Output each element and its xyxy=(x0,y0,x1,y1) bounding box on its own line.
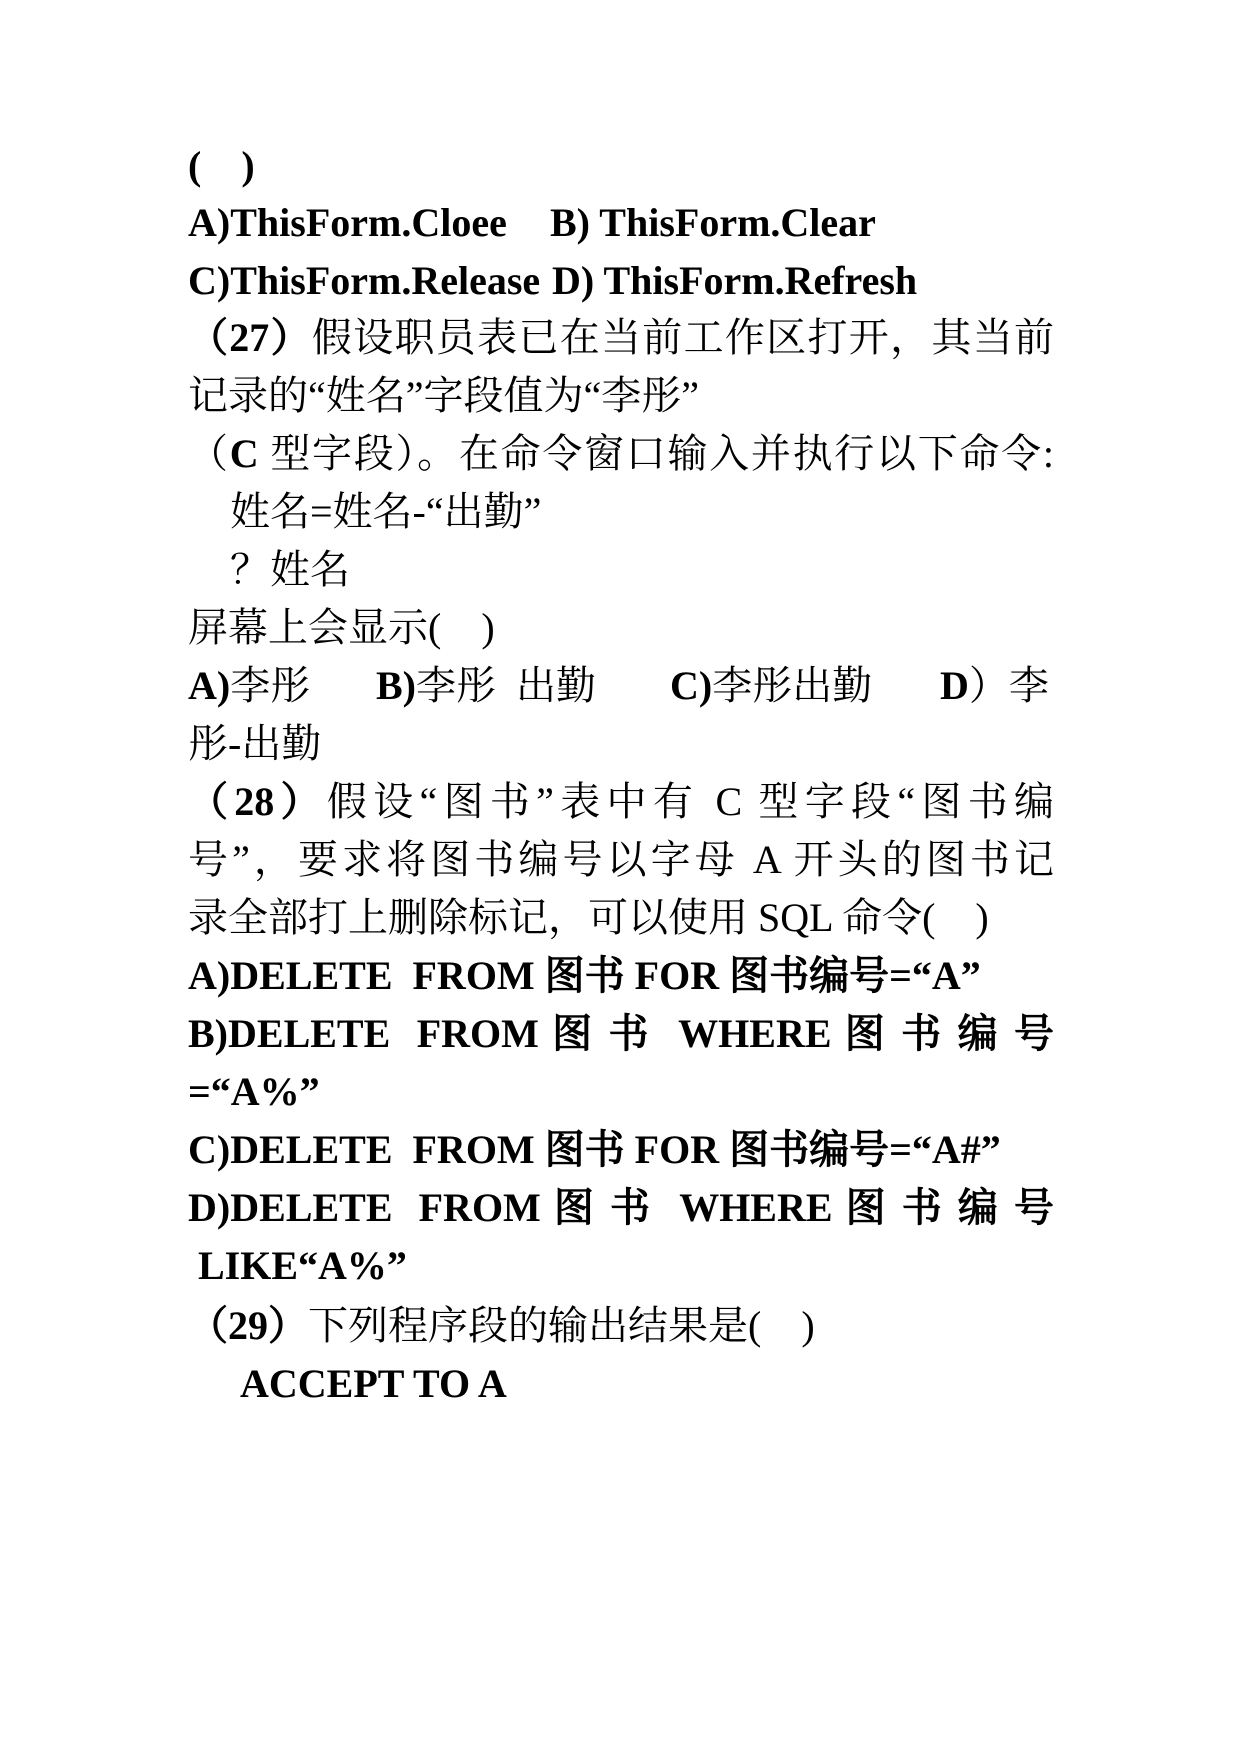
q28-option-d: D)DELETE FROM 图 书 WHERE 图 书 编 号 xyxy=(188,1185,1054,1230)
q27-stem-text-3: 型字段）。在命令窗口输入并执行以下命令: xyxy=(258,431,1054,476)
q27-options-row xyxy=(188,658,1054,714)
q27-option-d-label: D xyxy=(940,663,969,708)
q26-answer-blank: ( ) xyxy=(188,143,255,188)
q29-number: （29） xyxy=(188,1303,308,1348)
q27-option-a-text: 李彤 xyxy=(230,663,311,708)
q28-stem-line-3: 录全部打上删除标记，可以使用 SQL 命令( ) xyxy=(188,895,989,940)
q26-options-row-1 xyxy=(188,195,1054,251)
q27-option-b xyxy=(376,658,596,714)
q28-number: （28） xyxy=(188,779,327,824)
q26-option-d: D) ThisForm.Refresh xyxy=(552,258,918,303)
q29-stem xyxy=(188,1298,815,1354)
q27-stem-line-1 xyxy=(188,310,1054,366)
q27-stem-line-2: 记录的“姓名”字段值为“李彤” xyxy=(188,373,700,418)
q28-stem-line-2: 号”，要求将图书编号以字母 A 开头的图书记 xyxy=(188,837,1054,882)
q27-option-d-continued: 彤-出勤 xyxy=(188,721,322,766)
q28-option-b-continued: =“A%” xyxy=(188,1069,320,1114)
q27-paren-open: （ xyxy=(188,431,230,476)
q26-options-row-2 xyxy=(188,253,1054,309)
q26-option-b: B) ThisForm.Clear xyxy=(550,200,876,245)
q28-stem-text-1: 假设“图书”表中有 C 型字段“图书编 xyxy=(326,779,1055,824)
q29-stem-text: 下列程序段的输出结果是( ) xyxy=(308,1303,815,1348)
q27-option-c-text: 李彤出勤 xyxy=(712,663,873,708)
q29-code-line-1: ACCEPT TO A xyxy=(240,1361,507,1406)
q27-stem-text-1: 假设职员表已在当前工作区打开，其当前 xyxy=(311,315,1055,360)
q27-stem-line-3 xyxy=(188,426,1054,482)
q27-option-d xyxy=(940,658,1049,714)
q27-command-1: 姓名=姓名-“出勤” xyxy=(230,489,542,534)
q27-option-d-text: ）李 xyxy=(968,663,1049,708)
q27-option-b-text: 李彤 出勤 xyxy=(416,663,596,708)
q28-option-a: A)DELETE FROM 图书 FOR 图书编号=“A” xyxy=(188,953,981,998)
q26-option-a: A)ThisForm.Cloee xyxy=(188,200,507,245)
q28-option-b: B)DELETE FROM 图 书 WHERE 图 书 编 号 xyxy=(188,1011,1054,1056)
q27-prompt: 屏幕上会显示( ) xyxy=(188,605,495,650)
q28-option-c: C)DELETE FROM 图书 FOR 图书编号=“A#” xyxy=(188,1127,1001,1172)
q27-option-b-label: B) xyxy=(376,663,416,708)
q28-stem-line-1 xyxy=(188,774,1054,830)
q27-option-a xyxy=(188,658,310,714)
q27-option-c-label: C) xyxy=(670,663,713,708)
q28-option-d-continued: LIKE“A%” xyxy=(188,1243,407,1288)
q27-option-a-label: A) xyxy=(188,663,231,708)
q27-option-c xyxy=(670,658,872,714)
q27-number: （27） xyxy=(188,315,312,360)
q27-type-c: C xyxy=(229,431,259,476)
q27-command-2: ？姓名 xyxy=(230,547,350,592)
q26-option-c: C)ThisForm.Release xyxy=(188,258,541,303)
